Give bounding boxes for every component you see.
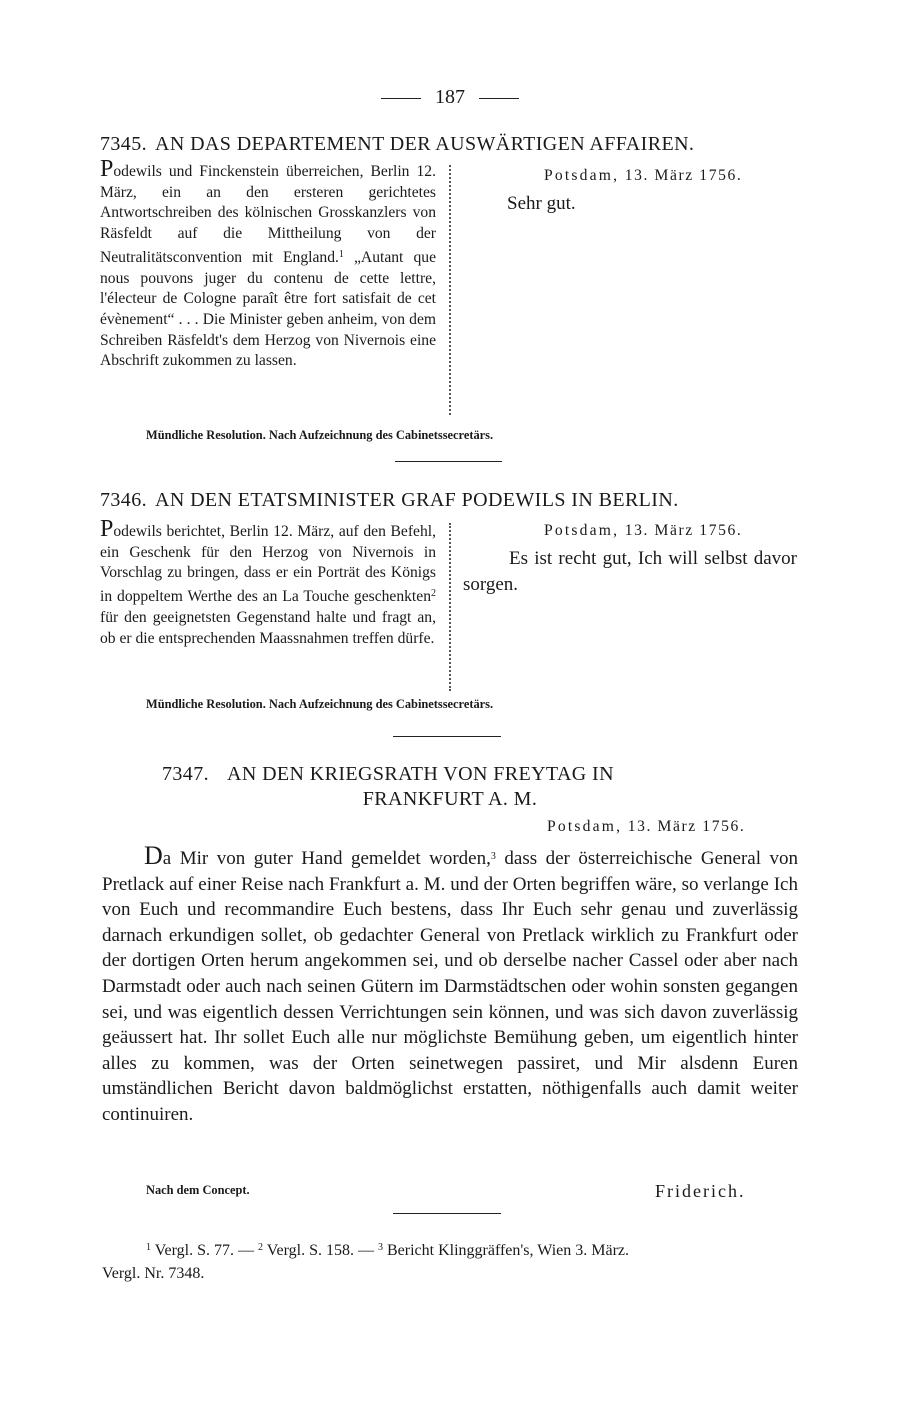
footnote-1: Vergl. S. 77. — [154,1242,254,1259]
summary-text-cont: „Autant que nous pouvons juger du contenu de cette lettre, l'électeur de Cologne paraît être fort satisfait de cet évènement“ . . . Die Minister geben anheim, von dem Schreiben Räsfeldt's dem Herzog von Nivernois eine Abschrift zukommen zu lassen. [100,248,436,370]
letter-heading-text: AN DAS DEPARTEMENT DER AUSWÄRTIGEN AFFAIREN. [155,133,695,155]
section-rule [393,736,501,737]
page-number-value: 187 [435,86,465,108]
letter-7345-source-note: Mündliche Resolution. Nach Aufzeichnung des Cabinetssecretärs. [146,428,494,442]
dateline-date: 13. März 1756. [624,167,743,184]
letter-7345-dateline [544,167,742,185]
letter-7347-body [102,843,798,1128]
body-text-cont: dass der österreichische General von Pretlack auf einer Reise nach Frankfurt a. M. und der Orten begriffen wäre, so verlange Ich von Euch und recommandire Euch bestens, dass Ihr Euch sehr genau und zuverlässig darnach erkundigen sollet, ob gedachter General von Pretlack wirklich zu Frankfurt oder der dortigen Orten herum angekommen sei, und ob derselbe nacher Cassel oder aber nach Darmstadt oder auch nach seinen Gütern im Darmstädtschen oder wohin sonsten gegangen sei, und was eigentlich dessen Verrichtungen sein können, und was sich davon zuverlässig geäussert hat. Ihr sollet Euch alle nur möglichste Bemühung geben, um eigentlich hinter alles zu kommen, was der Orten seinetwegen passiret, und Mir alsdenn Euren umständlichen Bericht davon baldmöglichst erstatten, nöthigenfalls auch damit weiter continuiren. [102,848,798,1125]
summary-text: odewils und Finckenstein überreichen, Berlin 12. März, ein an den ersteren gerichtetes Antwortschreiben des kölnischen Grosskanzlers von Räsfeldt auf die Mittheilung von der Neutralitätsconvention mit England. [100,163,436,266]
letter-7347-source-note: Nach dem Concept. [146,1183,250,1197]
page-number-dash-left [381,98,421,99]
letter-7346-summary [100,516,436,649]
letter-number: 7347. [162,763,209,785]
dateline-place: Potsdam, [544,522,620,539]
footnote-ref: 2 [431,588,436,600]
dateline-place: Potsdam, [544,167,620,184]
footnote-2: Vergl. S. 158. — [266,1242,374,1259]
page-number [0,86,900,109]
letter-7346-reply: Es ist recht gut, Ich will selbst davor sorgen. [463,548,797,595]
letter-number: 7345. [100,133,147,155]
footnote-ref: 1 [338,248,344,260]
body-initial: D [144,841,163,870]
letter-7345-summary [100,156,436,372]
page-number-dash-right [479,98,519,99]
footnote-ref: 3 [490,851,496,862]
dateline-place: Potsdam, [547,818,623,835]
footnote-3-cont: Vergl. Nr. 7348. [102,1265,205,1282]
section-rule [395,461,502,462]
column-divider [449,165,451,415]
letter-7347-heading-line2: FRANKFURT A. M. [362,788,538,810]
letter-7345-reply: Sehr gut. [507,193,576,214]
body-text: a Mir von guter Hand gemeldet worden, [162,848,491,869]
letter-heading-text: AN DEN ETATSMINISTER GRAF PODEWILS IN BERLIN. [155,489,679,511]
signature: Friderich. [655,1181,746,1201]
letter-7346-heading [100,489,800,512]
dateline-date: 13. März 1756. [624,522,743,539]
summary-text: odewils berichtet, Berlin 12. März, auf den Befehl, ein Geschenk für den Herzog von Nivernois in Vorschlag zu bringen, dass er ein Porträt des Königs in doppeltem Werthe des an La Touche geschenkten [100,523,436,606]
letter-7347-heading [162,763,742,786]
letter-7346-source-note: Mündliche Resolution. Nach Aufzeichnung des Cabinetssecretärs. [146,697,494,711]
footnote-mark: 1 [146,1242,151,1253]
body-indent [102,848,144,869]
footnotes [102,1236,798,1285]
letter-number: 7346. [100,489,147,511]
letter-7345-heading [100,133,800,156]
letter-7347-dateline [547,818,745,836]
footnote-rule [393,1213,501,1214]
summary-initial: P [100,156,114,182]
footnote-line [102,1236,798,1262]
footnote-3: Bericht Klinggräffen's, Wien 3. März. [386,1242,629,1259]
column-divider [449,523,451,691]
letter-heading-line1: AN DEN KRIEGSRATH VON FREYTAG IN [227,763,614,785]
summary-text-cont: für den geeignetsten Gegenstand halte und fragt an, ob er die entsprechenden Maassnahmen treffen dürfe. [100,608,436,647]
footnote-mark: 3 [377,1242,383,1253]
letter-7346-dateline [544,522,742,540]
dateline-date: 13. März 1756. [627,818,746,835]
footnote-mark: 2 [257,1242,263,1253]
summary-initial: P [100,516,114,542]
